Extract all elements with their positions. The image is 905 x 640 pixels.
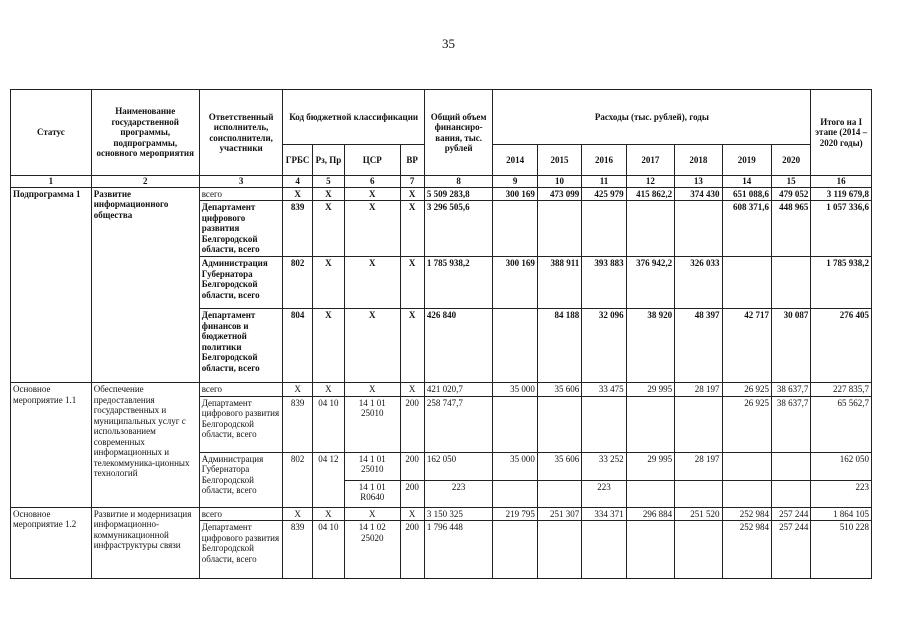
header-2014: 2014 <box>493 145 537 176</box>
responsible-cell: Департамент цифрового развития Белгородской области, всего <box>199 201 283 257</box>
itogo-cell: 65 562,7 <box>811 396 872 452</box>
header-rzpr: Рз, Пр <box>312 145 344 176</box>
y2020-cell <box>771 480 810 507</box>
csr-cell: X <box>345 257 401 309</box>
total-cell: 3 150 325 <box>424 507 493 521</box>
y2014-cell: 35 000 <box>493 452 537 480</box>
y2015-cell <box>537 396 581 452</box>
vr-cell: 200 <box>400 396 424 452</box>
y2018-cell <box>675 396 722 452</box>
y2017-cell: 296 884 <box>626 507 674 521</box>
itogo-cell: 510 228 <box>811 521 872 579</box>
header-2015: 2015 <box>537 145 581 176</box>
y2016-cell: 393 883 <box>582 257 626 309</box>
rzpr-cell: X <box>312 257 344 309</box>
vr-cell: 200 <box>400 480 424 507</box>
y2014-cell: 300 169 <box>493 187 537 201</box>
col-number: 9 <box>493 176 537 188</box>
y2014-cell <box>493 201 537 257</box>
rzpr-cell: X <box>312 187 344 201</box>
header-2017: 2017 <box>626 145 674 176</box>
rzpr-cell: 04 12 <box>312 452 344 507</box>
vr-cell: 200 <box>400 521 424 579</box>
itogo-cell: 162 050 <box>811 452 872 480</box>
vr-cell: 200 <box>400 452 424 480</box>
y2015-cell: 251 307 <box>537 507 581 521</box>
rzpr-cell: X <box>312 507 344 521</box>
table-row <box>11 187 872 201</box>
responsible-cell: Департамент цифрового развития Белгородской области, всего <box>199 521 283 579</box>
budget-table <box>10 89 872 579</box>
y2014-cell: 300 169 <box>493 257 537 309</box>
itogo-cell: 227 835,7 <box>811 383 872 397</box>
y2017-cell: 415 862,2 <box>626 187 674 201</box>
grbs-cell: 839 <box>283 521 312 579</box>
csr-cell: X <box>345 201 401 257</box>
y2017-cell: 38 920 <box>626 309 674 383</box>
y2018-cell: 48 397 <box>675 309 722 383</box>
y2020-cell: 257 244 <box>771 521 810 579</box>
y2019-cell: 26 925 <box>722 383 771 397</box>
grbs-cell: X <box>283 383 312 397</box>
csr-cell: 14 1 01 25010 <box>345 396 401 452</box>
col-number: 1 <box>11 176 92 188</box>
itogo-cell: 1 057 336,6 <box>811 201 872 257</box>
status-cell: Основное мероприятие 1.2 <box>11 507 92 579</box>
header-total-funding: Общий объем финансиро-вания, тыс. рублей <box>424 90 493 176</box>
vr-cell: X <box>400 309 424 383</box>
total-cell: 3 296 505,6 <box>424 201 493 257</box>
y2020-cell: 479 052 <box>771 187 810 201</box>
csr-cell: 14 1 01 R0640 <box>345 480 401 507</box>
y2016-cell <box>582 521 626 579</box>
y2016-cell: 334 371 <box>582 507 626 521</box>
grbs-cell: 839 <box>283 201 312 257</box>
y2015-cell: 388 911 <box>537 257 581 309</box>
y2017-cell <box>626 480 674 507</box>
header-status: Статус <box>11 90 92 176</box>
y2019-cell: 608 371,6 <box>722 201 771 257</box>
y2019-cell <box>722 452 771 480</box>
rzpr-cell: 04 10 <box>312 396 344 452</box>
y2020-cell: 257 244 <box>771 507 810 521</box>
y2018-cell: 28 197 <box>675 452 722 480</box>
col-number: 15 <box>771 176 810 188</box>
responsible-cell: всего <box>199 383 283 397</box>
total-cell: 1 796 448 <box>424 521 493 579</box>
y2019-cell <box>722 257 771 309</box>
header-vr: ВР <box>400 145 424 176</box>
y2015-cell: 84 188 <box>537 309 581 383</box>
y2014-cell <box>493 521 537 579</box>
total-cell: 223 <box>424 480 493 507</box>
itogo-cell: 276 405 <box>811 309 872 383</box>
table-row <box>11 507 872 521</box>
y2016-cell <box>582 201 626 257</box>
responsible-cell: Департамент финансов и бюджетной политики Белгородской области, всего <box>199 309 283 383</box>
rzpr-cell: X <box>312 383 344 397</box>
y2015-cell <box>537 201 581 257</box>
header-2018: 2018 <box>675 145 722 176</box>
total-cell: 162 050 <box>424 452 493 480</box>
total-cell: 426 840 <box>424 309 493 383</box>
header-responsible: Ответственный исполнитель, соисполнители, участники <box>199 90 283 176</box>
y2014-cell: 35 000 <box>493 383 537 397</box>
responsible-cell: Администрация Губернатора Белгородской области, всего <box>199 452 283 507</box>
csr-cell: X <box>345 187 401 201</box>
y2016-cell <box>582 396 626 452</box>
header-2016: 2016 <box>582 145 626 176</box>
status-cell: Подпрограмма 1 <box>11 187 92 383</box>
y2015-cell <box>537 480 581 507</box>
grbs-cell: 804 <box>283 309 312 383</box>
col-number: 12 <box>626 176 674 188</box>
y2018-cell <box>675 521 722 579</box>
y2018-cell: 374 430 <box>675 187 722 201</box>
header-2020: 2020 <box>771 145 810 176</box>
grbs-cell: X <box>283 187 312 201</box>
table-row <box>11 383 872 397</box>
itogo-cell: 1 785 938,2 <box>811 257 872 309</box>
csr-cell: 14 1 01 25010 <box>345 452 401 480</box>
y2020-cell: 30 087 <box>771 309 810 383</box>
status-cell: Основное мероприятие 1.1 <box>11 383 92 508</box>
y2016-cell: 33 252 <box>582 452 626 480</box>
vr-cell: X <box>400 507 424 521</box>
y2017-cell: 29 995 <box>626 383 674 397</box>
y2015-cell: 35 606 <box>537 452 581 480</box>
col-number: 3 <box>199 176 283 188</box>
y2014-cell <box>493 309 537 383</box>
program-name-cell: Обеспечение предоставления государственных и муниципальных услуг с использованием современных информационных и телекоммуника-ционных технологий <box>91 383 199 508</box>
col-number: 14 <box>722 176 771 188</box>
csr-cell: 14 1 02 25020 <box>345 521 401 579</box>
responsible-cell: Департамент цифрового развития Белгородской области, всего <box>199 396 283 452</box>
program-name-cell: Развитие информационного общества <box>91 187 199 383</box>
y2018-cell: 326 033 <box>675 257 722 309</box>
itogo-cell: 1 864 105 <box>811 507 872 521</box>
csr-cell: X <box>345 507 401 521</box>
page-number: 35 <box>442 36 455 51</box>
y2017-cell <box>626 396 674 452</box>
vr-cell: X <box>400 187 424 201</box>
col-number: 4 <box>283 176 312 188</box>
y2017-cell <box>626 201 674 257</box>
y2018-cell: 28 197 <box>675 383 722 397</box>
y2019-cell: 651 088,6 <box>722 187 771 201</box>
y2020-cell: 448 965 <box>771 201 810 257</box>
y2014-cell <box>493 480 537 507</box>
y2018-cell: 251 520 <box>675 507 722 521</box>
grbs-cell: 802 <box>283 257 312 309</box>
y2020-cell: 38 637,7 <box>771 396 810 452</box>
header-program-name: Наименование государственной программы, подпрограммы, основного мероприятия <box>91 90 199 176</box>
col-number: 7 <box>400 176 424 188</box>
header-2019: 2019 <box>722 145 771 176</box>
rzpr-cell: X <box>312 201 344 257</box>
header-expenses: Расходы (тыс. рублей), годы <box>493 90 811 145</box>
col-number: 5 <box>312 176 344 188</box>
rzpr-cell: X <box>312 309 344 383</box>
y2019-cell: 26 925 <box>722 396 771 452</box>
y2016-cell: 425 979 <box>582 187 626 201</box>
y2017-cell: 29 995 <box>626 452 674 480</box>
vr-cell: X <box>400 201 424 257</box>
responsible-cell: всего <box>199 187 283 201</box>
header-itogo: Итого на I этапе (2014 – 2020 годы) <box>811 90 872 176</box>
y2017-cell <box>626 521 674 579</box>
col-number: 10 <box>537 176 581 188</box>
itogo-cell: 223 <box>811 480 872 507</box>
total-cell: 5 509 283,8 <box>424 187 493 201</box>
grbs-cell: X <box>283 507 312 521</box>
y2014-cell <box>493 396 537 452</box>
responsible-cell: Администрация Губернатора Белгородской области, всего <box>199 257 283 309</box>
col-number: 6 <box>345 176 401 188</box>
y2019-cell: 42 717 <box>722 309 771 383</box>
y2020-cell <box>771 257 810 309</box>
y2019-cell <box>722 480 771 507</box>
itogo-cell: 3 119 679,8 <box>811 187 872 201</box>
y2019-cell: 252 984 <box>722 507 771 521</box>
total-cell: 258 747,7 <box>424 396 493 452</box>
vr-cell: X <box>400 383 424 397</box>
y2016-cell: 223 <box>582 480 626 507</box>
responsible-cell: всего <box>199 507 283 521</box>
y2015-cell: 473 099 <box>537 187 581 201</box>
y2020-cell: 38 637,7 <box>771 383 810 397</box>
col-number: 16 <box>811 176 872 188</box>
csr-cell: X <box>345 309 401 383</box>
col-number: 2 <box>91 176 199 188</box>
col-number: 8 <box>424 176 493 188</box>
y2017-cell: 376 942,2 <box>626 257 674 309</box>
y2014-cell: 219 795 <box>493 507 537 521</box>
y2020-cell <box>771 452 810 480</box>
y2018-cell <box>675 201 722 257</box>
y2015-cell: 35 606 <box>537 383 581 397</box>
grbs-cell: 839 <box>283 396 312 452</box>
y2016-cell: 32 096 <box>582 309 626 383</box>
y2015-cell <box>537 521 581 579</box>
col-number: 11 <box>582 176 626 188</box>
csr-cell: X <box>345 383 401 397</box>
y2019-cell: 252 984 <box>722 521 771 579</box>
col-number: 13 <box>675 176 722 188</box>
total-cell: 1 785 938,2 <box>424 257 493 309</box>
y2018-cell <box>675 480 722 507</box>
header-csr: ЦСР <box>345 145 401 176</box>
vr-cell: X <box>400 257 424 309</box>
y2016-cell: 33 475 <box>582 383 626 397</box>
header-budget-code: Код бюджетной классификации <box>283 90 424 145</box>
program-name-cell: Развитие и модернизация информационно-коммуникационной инфраструктуры связи <box>91 507 199 579</box>
header-grbs: ГРБС <box>283 145 312 176</box>
total-cell: 421 020,7 <box>424 383 493 397</box>
rzpr-cell: 04 10 <box>312 521 344 579</box>
grbs-cell: 802 <box>283 452 312 507</box>
